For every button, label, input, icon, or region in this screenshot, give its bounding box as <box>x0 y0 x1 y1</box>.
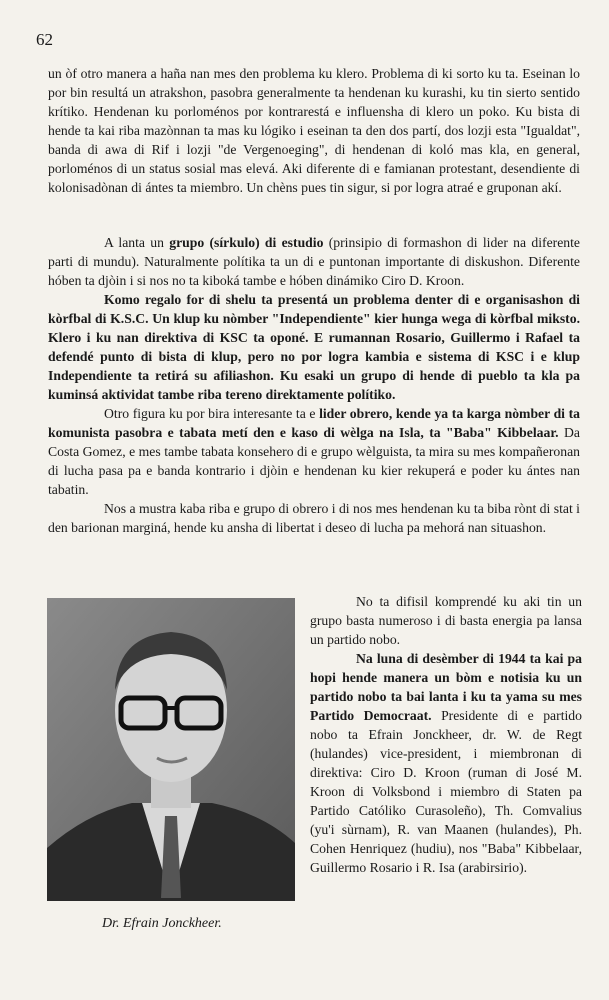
body-column <box>48 233 580 537</box>
paragraph-7 <box>310 649 582 877</box>
p2-bold: grupo (sírkulo) di estudio <box>169 235 324 250</box>
p4-rest: Da Costa Gomez, e mes tambe tabata konsehero di e grupo wèlguista, ta mira su mes kompañeronan di lucha pasa pa e banda kontrario i djòin e hendenan ku kier rekuperá e poder ku ántes nan tabatin. <box>48 425 580 497</box>
p2-lead: A lanta un <box>104 235 170 250</box>
paragraph-4 <box>48 404 580 499</box>
photo-caption: Dr. Efrain Jonckheer. <box>102 916 222 931</box>
p7-bold: Na luna di desèmber di 1944 ta kai pa hopi hende manera un bòm e notisia ku un partido nobo ta bai lanta i ku ta yama su mes Partido Democraat. <box>310 651 582 723</box>
paragraph-3: Komo regalo for di shelu ta presentá un problema denter di e organisashon di kòrfbal di K.S.C. Un klup ku nòmber "Independiente" kier hunga wega di kòrfbal miksto. Klero i ku nan direktiva di KSC ta oponé. E rumannan Rosario, Guillermo i Rafael ta defendé punto di bista di klup, pero no por logra kambia e sistema di KSC i e klup Independiente ta retirá su afiliashon. Ku esaki un grupo di hende di pueblo ta kla pa kuminsá aktividat tambe riba tereno direktamente polítiko. <box>48 292 580 402</box>
page-number: 62 <box>36 30 53 49</box>
portrait-illustration <box>47 598 295 901</box>
p7-rest: Presidente di e partido nobo ta Efrain Jonckheer, dr. W. de Regt (hulandes) vice-president, i miembronan di direktiva: Ciro D. Kroon (ruman di José M. Kroon di Volksbond i miembro di Staten pa Partido Católiko Curasoleño), Th. Comvalius (yu'i sùrnam), R. van Maanen (hulandes), Ph. Cohen Henriquez (hudiu), nos "Baba" Kibbelaar, Guillermo Rosario i R. Isa (arabirsirio). <box>310 708 582 875</box>
paragraph-1: un òf otro manera a haña nan mes den problema ku klero. Problema di ki sorto ku ta. Eseinan lo por bin resultá un atrakshon, pasobra generalmente ta hendenan ku kurashi, ku tin sierto sentido krítiko. Hendenan ku porloménos por kontrarestá e influensha di klero un poko. Ku bista di hende ta kai riba mazònnan ta mas ku lógiko i eseinan ta den dos partí, dos lozji esta "Igualdat", banda di awa di Rif i lozji "de Vergenoeging", di hendenan di koló mas kla, en general, porloménos di un status sosial mas elevá. Aki diferente di e famianan protestant, desendiente di kolonisadònan di ántes ta miembro. Un chèns pues tin sigur, si por logra atraé e gruponan akí. <box>48 66 580 195</box>
p4-lead: Otro figura ku por bira interesante ta e <box>104 406 320 421</box>
paragraph-6: No ta difisil komprendé ku aki tin un grupo basta numeroso i di basta energia pa lansa un partido nobo. <box>310 594 582 647</box>
right-column <box>310 592 582 877</box>
paragraph-5: Nos a mustra kaba riba e grupo di obrero i di nos mes hendenan ku ta biba rònt di stat i den barionan marginá, hende ku ansha di libertat i deseo di lucha pa mehorá nan situashon. <box>48 501 580 535</box>
p2-rest: (prinsipio di formashon di lider na diferente parti di mundu). Naturalmente polítika ta un di e puntonan importante di diskushon. Diferente hóben ta djòin i si nos no ta kiboká tambe e hóben dinámiko Ciro D. Kroon. <box>48 235 580 288</box>
portrait-photo <box>47 598 295 901</box>
paragraph-2 <box>48 233 580 290</box>
body-column-top <box>48 64 580 197</box>
p4-bold: lider obrero, kende ya ta karga nòmber di ta komunista pasobra e tabata metí den e kaso di wèlga na Isla, ta "Baba" Kibbelaar. <box>48 406 580 440</box>
